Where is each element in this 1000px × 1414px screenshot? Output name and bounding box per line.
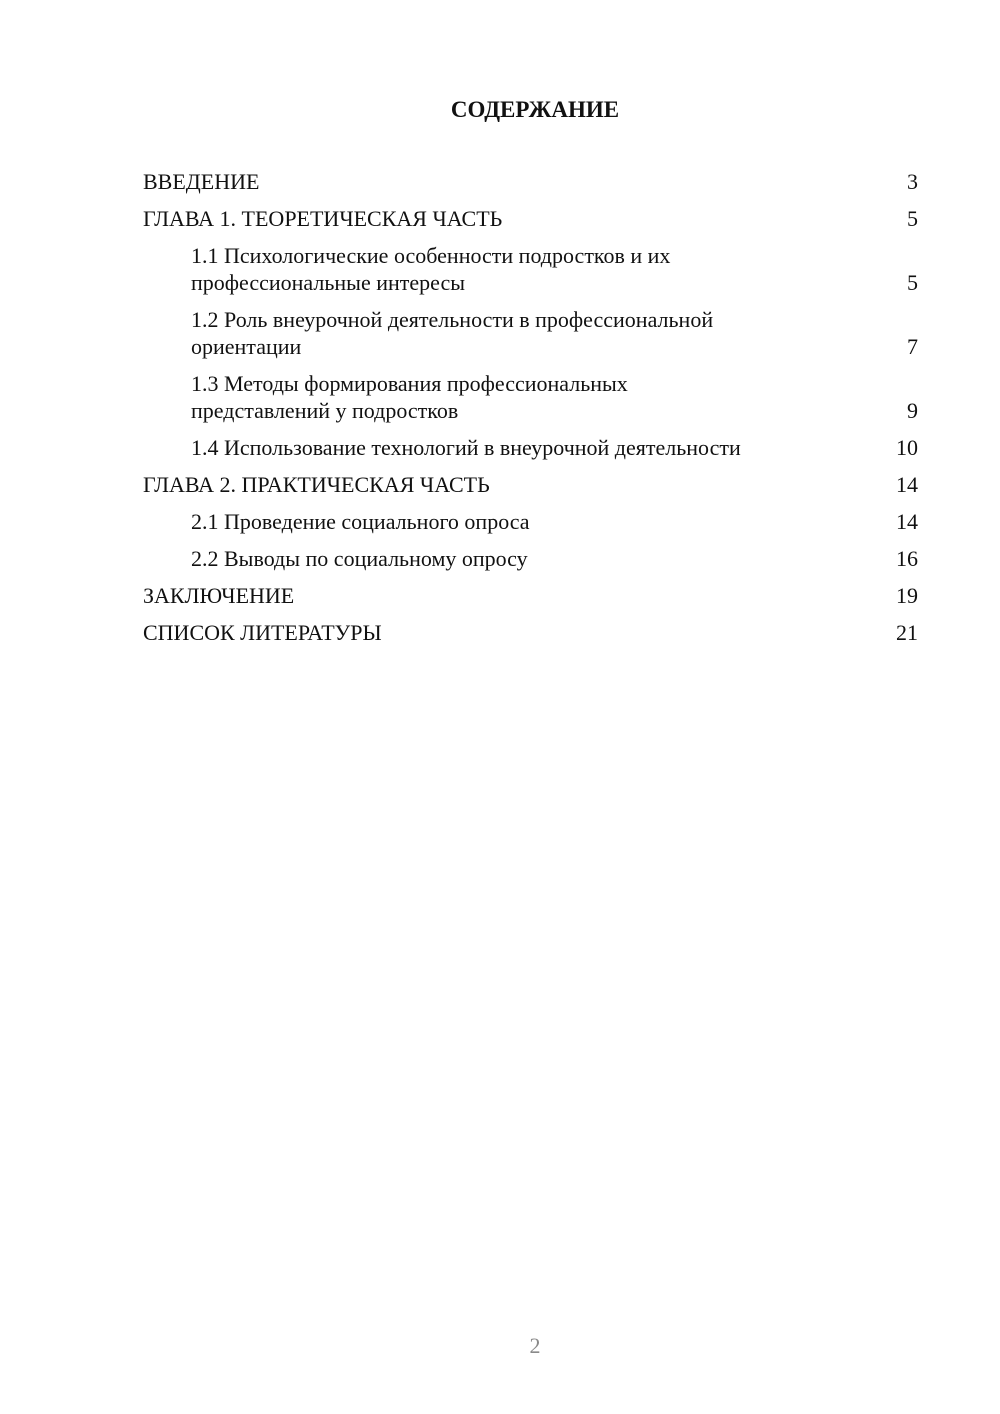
toc-entry-introduction[interactable]: [143, 168, 918, 195]
toc-entry-page: 19: [896, 583, 918, 608]
toc-entry-section-1-4[interactable]: [143, 434, 918, 461]
toc-entry-chapter-1[interactable]: [143, 205, 918, 232]
toc-entry-text: 1.4 Использование технологий в внеурочной деятельности: [191, 435, 741, 460]
toc-entry-page: 5: [907, 206, 918, 231]
toc-entry-text: СПИСОК ЛИТЕРАТУРЫ: [143, 620, 382, 645]
toc-entry-page: 9: [907, 398, 918, 423]
toc-entry-page: 7: [907, 334, 918, 359]
toc-entry-page: 14: [896, 472, 918, 497]
toc-title: СОДЕРЖАНИЕ: [450, 97, 620, 122]
toc-entry-page: 16: [896, 546, 918, 571]
toc-entry-references[interactable]: [143, 619, 918, 646]
toc-entry-page: 3: [907, 169, 918, 194]
page-number: 2: [529, 1333, 541, 1358]
toc-entry-section-2-1[interactable]: [143, 508, 918, 535]
toc-entry-text: 2.2 Выводы по социальному опросу: [191, 546, 528, 571]
toc-entry-text: ЗАКЛЮЧЕНИЕ: [143, 583, 295, 608]
toc-entry-text: 2.1 Проведение социального опроса: [191, 509, 530, 534]
toc-entry-page: 5: [907, 270, 918, 295]
toc-entry-page: 14: [896, 509, 918, 534]
toc-entry-text: 1.3 Методы формирования профессиональных представлений у подростков: [191, 371, 628, 423]
toc-entry-text: 1.2 Роль внеурочной деятельности в профессиональной ориентации: [191, 307, 714, 359]
toc-entry-section-2-2[interactable]: [143, 545, 918, 572]
toc-entry-page: 10: [896, 435, 918, 460]
toc-entry-section-1-1[interactable]: [143, 242, 918, 296]
toc-entry-section-1-3[interactable]: [143, 370, 918, 424]
toc-entry-section-1-2[interactable]: [143, 306, 918, 360]
toc-entry-text: ГЛАВА 2. ПРАКТИЧЕСКАЯ ЧАСТЬ: [143, 472, 490, 497]
toc-entry-text: ВВЕДЕНИЕ: [143, 169, 260, 194]
toc-entry-text: 1.1 Психологические особенности подростков и их профессиональные интересы: [191, 243, 671, 295]
toc-entry-text: ГЛАВА 1. ТЕОРЕТИЧЕСКАЯ ЧАСТЬ: [143, 206, 503, 231]
toc-entry-page: 21: [896, 620, 918, 645]
toc-entry-conclusion[interactable]: [143, 582, 918, 609]
table-of-contents: [143, 168, 918, 656]
toc-entry-chapter-2[interactable]: [143, 471, 918, 498]
